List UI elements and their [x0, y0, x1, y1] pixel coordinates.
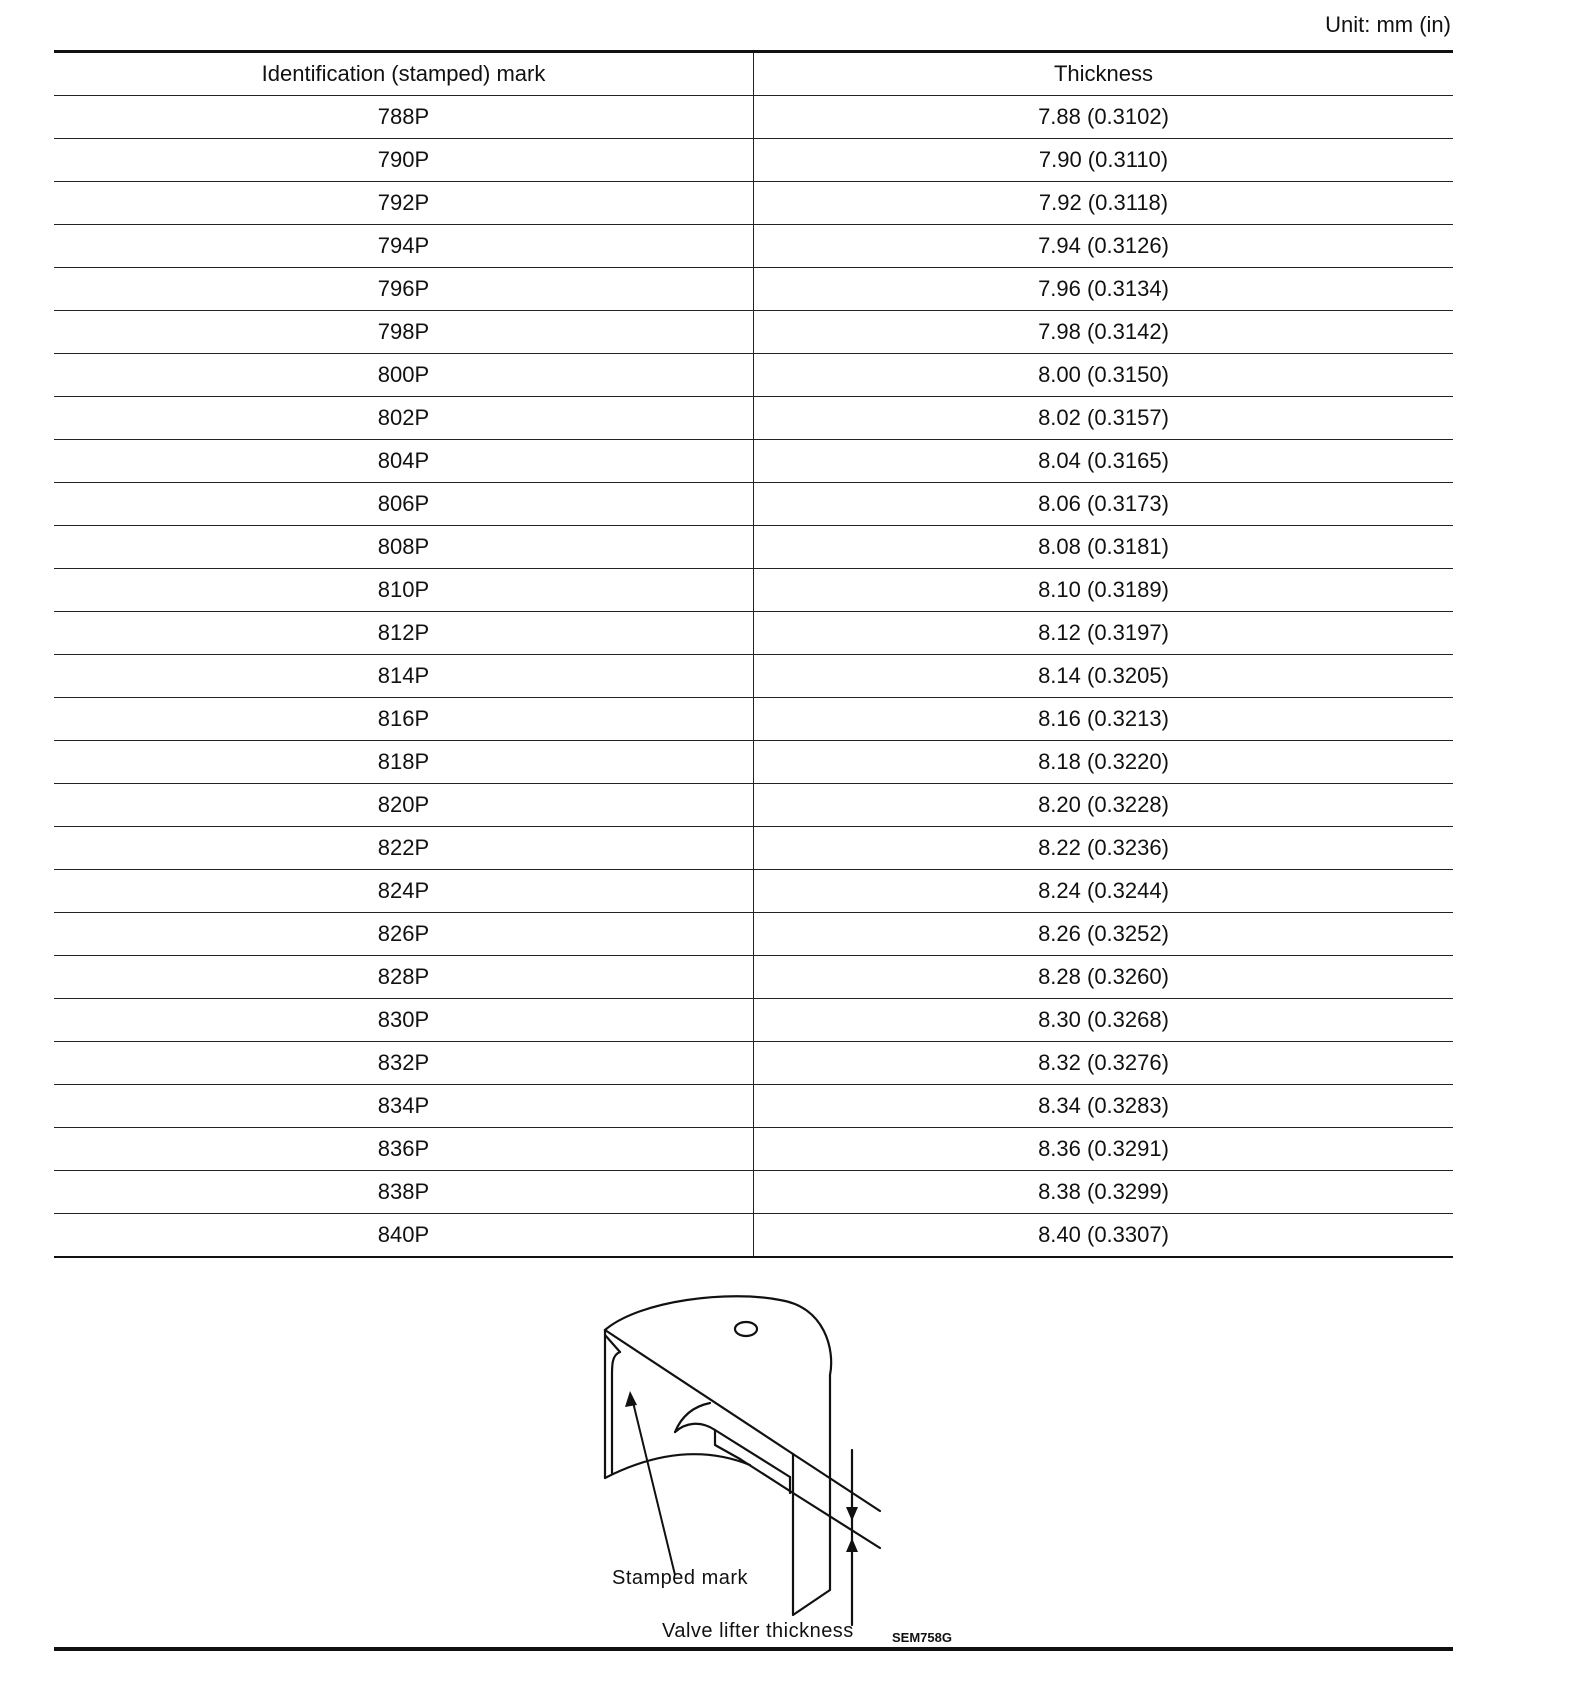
thickness-cell: 7.88 (0.3102) [754, 96, 1454, 139]
mark-cell: 806P [54, 483, 754, 526]
table-row [54, 526, 1453, 569]
thickness-cell: 8.18 (0.3220) [754, 741, 1454, 784]
thickness-cell: 8.12 (0.3197) [754, 612, 1454, 655]
thickness-cell: 7.96 (0.3134) [754, 268, 1454, 311]
table-row [54, 612, 1453, 655]
thickness-cell: 8.00 (0.3150) [754, 354, 1454, 397]
thickness-cell: 7.98 (0.3142) [754, 311, 1454, 354]
table-row [54, 655, 1453, 698]
thickness-cell: 8.22 (0.3236) [754, 827, 1454, 870]
thickness-cell: 8.14 (0.3205) [754, 655, 1454, 698]
thickness-cell: 8.32 (0.3276) [754, 1042, 1454, 1085]
mark-cell: 828P [54, 956, 754, 999]
mark-cell: 788P [54, 96, 754, 139]
table-row [54, 999, 1453, 1042]
thickness-cell: 8.02 (0.3157) [754, 397, 1454, 440]
mark-cell: 808P [54, 526, 754, 569]
figure-code: SEM758G [892, 1630, 952, 1645]
mark-cell: 840P [54, 1214, 754, 1258]
mark-cell: 836P [54, 1128, 754, 1171]
thickness-cell: 7.92 (0.3118) [754, 182, 1454, 225]
table-row [54, 225, 1453, 268]
thickness-cell: 8.30 (0.3268) [754, 999, 1454, 1042]
bottom-rule [54, 1647, 1453, 1651]
mark-cell: 796P [54, 268, 754, 311]
mark-cell: 824P [54, 870, 754, 913]
table-row [54, 741, 1453, 784]
thickness-cell: 8.10 (0.3189) [754, 569, 1454, 612]
table-row [54, 139, 1453, 182]
table-row [54, 311, 1453, 354]
mark-cell: 794P [54, 225, 754, 268]
mark-cell: 818P [54, 741, 754, 784]
valve-lifter-figure [590, 1295, 990, 1645]
stamped-mark-label: Stamped mark [612, 1567, 749, 1589]
table-row [54, 1214, 1453, 1258]
mark-cell: 810P [54, 569, 754, 612]
thickness-cell: 8.38 (0.3299) [754, 1171, 1454, 1214]
table-row [54, 827, 1453, 870]
table-row [54, 1042, 1453, 1085]
mark-cell: 814P [54, 655, 754, 698]
mark-cell: 816P [54, 698, 754, 741]
table-row [54, 483, 1453, 526]
column-header-mark: Identification (stamped) mark [54, 52, 754, 96]
mark-cell: 820P [54, 784, 754, 827]
leader-arrow-icon [625, 1391, 637, 1407]
thickness-cell: 8.20 (0.3228) [754, 784, 1454, 827]
thickness-cell: 7.90 (0.3110) [754, 139, 1454, 182]
table-row [54, 870, 1453, 913]
mark-cell: 790P [54, 139, 754, 182]
thickness-cell: 8.04 (0.3165) [754, 440, 1454, 483]
table-row [54, 96, 1453, 139]
table-row [54, 913, 1453, 956]
thickness-cell: 8.16 (0.3213) [754, 698, 1454, 741]
mark-cell: 826P [54, 913, 754, 956]
unit-label: Unit: mm (in) [1325, 12, 1451, 37]
valve-lifter-thickness-label: Valve lifter thickness [662, 1620, 854, 1642]
arrow-up-icon [846, 1538, 858, 1552]
table-row [54, 268, 1453, 311]
mark-cell: 800P [54, 354, 754, 397]
thickness-cell: 7.94 (0.3126) [754, 225, 1454, 268]
mark-cell: 838P [54, 1171, 754, 1214]
table-row [54, 956, 1453, 999]
table-row [54, 354, 1453, 397]
mark-cell: 834P [54, 1085, 754, 1128]
mark-cell: 802P [54, 397, 754, 440]
valve-lifter-table [54, 50, 1453, 1258]
table-row [54, 569, 1453, 612]
table-row [54, 698, 1453, 741]
table-row [54, 1128, 1453, 1171]
thickness-cell: 8.08 (0.3181) [754, 526, 1454, 569]
table-row [54, 1171, 1453, 1214]
thickness-cell: 8.34 (0.3283) [754, 1085, 1454, 1128]
table-row [54, 440, 1453, 483]
table-body [54, 96, 1453, 1258]
mark-cell: 830P [54, 999, 754, 1042]
arrow-down-icon [846, 1507, 858, 1521]
mark-cell: 792P [54, 182, 754, 225]
thickness-cell: 8.24 (0.3244) [754, 870, 1454, 913]
thickness-cell: 8.26 (0.3252) [754, 913, 1454, 956]
table-row [54, 397, 1453, 440]
thickness-cell: 8.06 (0.3173) [754, 483, 1454, 526]
mark-cell: 832P [54, 1042, 754, 1085]
table-header-row [54, 52, 1453, 96]
mark-cell: 798P [54, 311, 754, 354]
table-row [54, 1085, 1453, 1128]
mark-cell: 822P [54, 827, 754, 870]
table-row [54, 182, 1453, 225]
table-row [54, 784, 1453, 827]
thickness-cell: 8.28 (0.3260) [754, 956, 1454, 999]
thickness-cell: 8.36 (0.3291) [754, 1128, 1454, 1171]
thickness-cell: 8.40 (0.3307) [1038, 1222, 1169, 1247]
mark-cell: 804P [54, 440, 754, 483]
column-header-thickness: Thickness [754, 52, 1454, 96]
mark-cell: 812P [54, 612, 754, 655]
